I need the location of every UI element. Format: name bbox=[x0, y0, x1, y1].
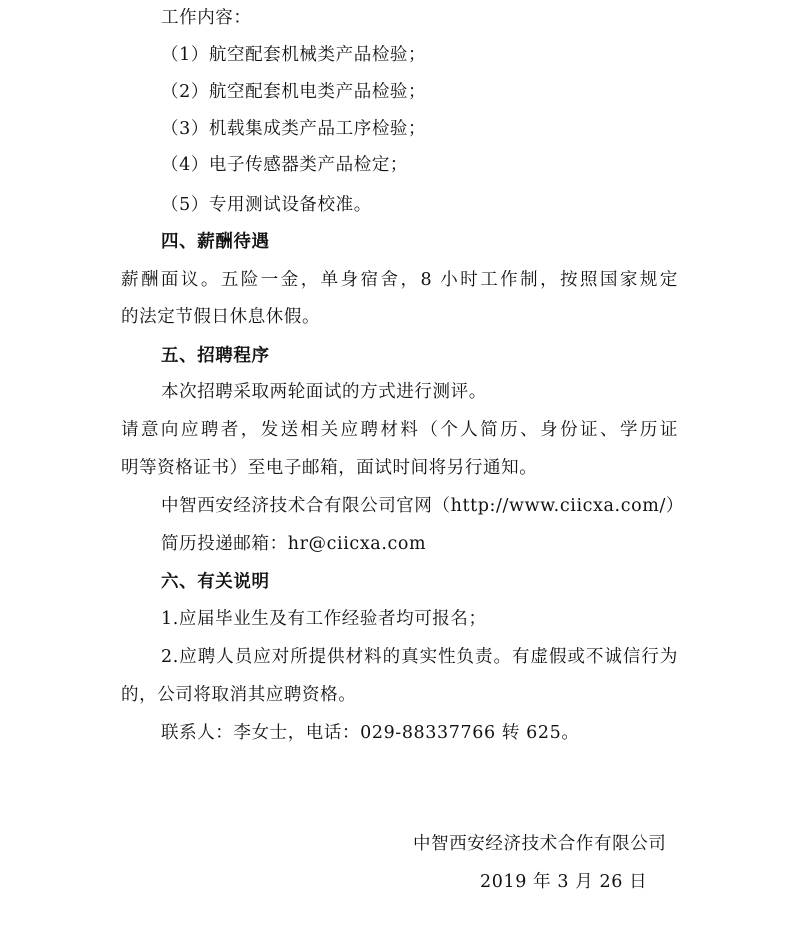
signature-date: 2019 年 3 月 26 日 bbox=[480, 872, 648, 892]
signature-company: 中智西安经济技术合作有限公司 bbox=[413, 834, 667, 854]
section-6-heading: 六、有关说明 bbox=[161, 572, 270, 592]
contact-info: 联系人：李女士，电话：029-88337766 转 625。 bbox=[161, 723, 580, 743]
section-5-line-2a: 请意向应聘者，发送相关应聘材料（个人简历、身份证、学历证 bbox=[121, 420, 678, 440]
section-5-line-1: 本次招聘采取两轮面试的方式进行测评。 bbox=[161, 382, 487, 402]
section-5-heading: 五、招聘程序 bbox=[161, 346, 270, 366]
section-4-paragraph-line-1: 薪酬面议。五险一金，单身宿舍，8 小时工作制，按照国家规定 bbox=[121, 270, 678, 290]
work-content-item-1: （1）航空配套机械类产品检验； bbox=[161, 45, 427, 65]
work-content-item-3: （3）机载集成类产品工序检验； bbox=[161, 119, 427, 139]
section-5-line-2b: 明等资格证书）至电子邮箱，面试时间将另行通知。 bbox=[121, 458, 538, 478]
company-website: 中智西安经济技术合有限公司官网（http://www.ciicxa.com/） bbox=[161, 496, 685, 516]
note-item-2a: 2.应聘人员应对所提供材料的真实性负责。有虚假或不诚信行为 bbox=[161, 647, 678, 667]
work-content-item-4: （4）电子传感器类产品检定； bbox=[161, 155, 409, 175]
note-item-2b: 的，公司将取消其应聘资格。 bbox=[121, 685, 357, 705]
section-4-heading: 四、薪酬待遇 bbox=[161, 232, 270, 252]
work-content-item-5: （5）专用测试设备校准。 bbox=[161, 195, 372, 215]
work-content-item-2: （2）航空配套机电类产品检验； bbox=[161, 82, 427, 102]
note-item-1: 1.应届毕业生及有工作经验者均可报名； bbox=[161, 609, 487, 629]
resume-email: 简历投递邮箱：hr@ciicxa.com bbox=[161, 534, 427, 554]
work-content-title: 工作内容： bbox=[161, 8, 252, 28]
section-4-paragraph-line-2: 的法定节假日休息休假。 bbox=[121, 307, 321, 327]
